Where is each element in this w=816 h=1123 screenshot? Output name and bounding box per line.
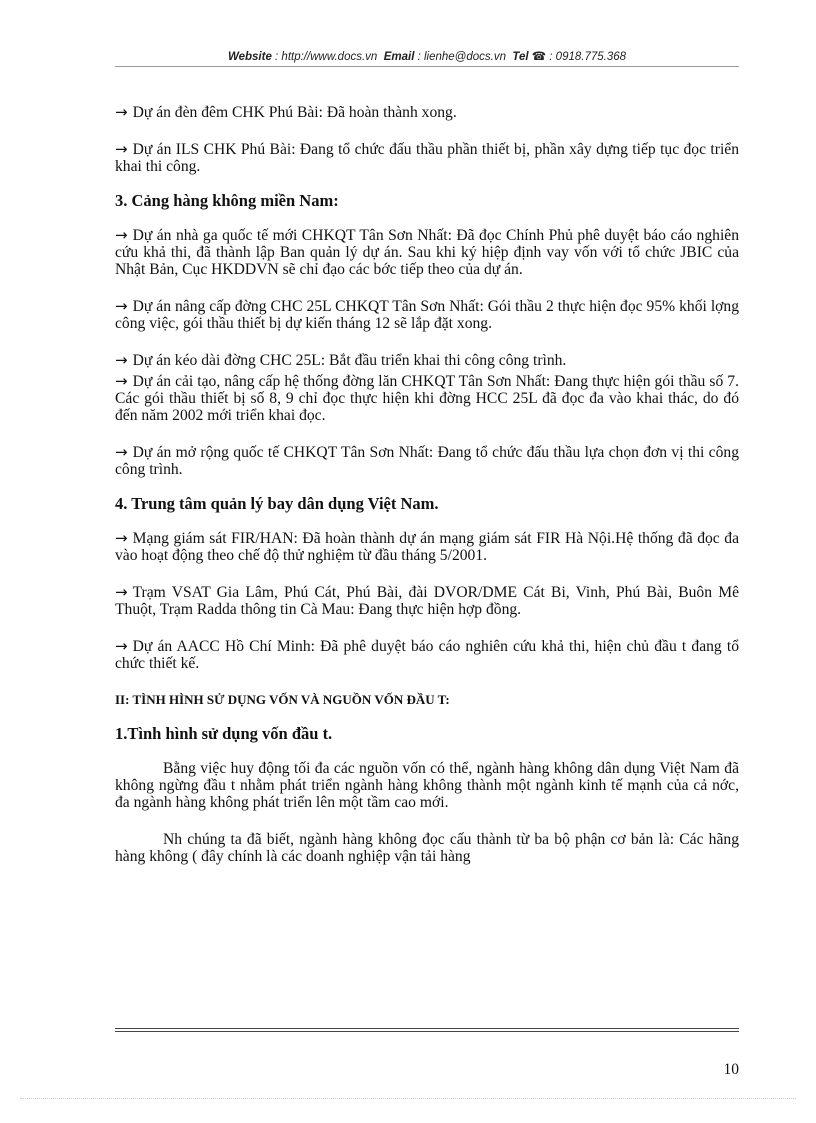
paragraph: [115, 530, 739, 564]
section-heading: 3. Cảng hàng không miền Nam:: [115, 191, 339, 210]
page-bottom-edge: [20, 1098, 796, 1099]
paragraph-text: Dự án nhà ga quốc tế mới CHKQT Tân Sơn Nhất: Đã đọc Chính Phủ phê duyệt báo cáo nghiên cứu khả thi, đã thành lập Ban quản lý dự án. Sau khi ký hiệp định vay vốn với tổ chức JBIC của Nhật Bản, Cục HKDDVN sẽ chỉ đạo các bớc tiếp theo của dự án.: [115, 227, 739, 278]
footer-divider: [115, 1028, 739, 1029]
section-heading: 1.Tình hình sử dụng vốn đầu t.: [115, 724, 333, 743]
paragraph-text: Dự án mở rộng quốc tế CHKQT Tân Sơn Nhất: Đang tổ chức đấu thầu lựa chọn đơn vị thi công công trình.: [115, 444, 739, 478]
paragraph-text: Mạng giám sát FIR/HAN: Đã hoàn thành dự án mạng giám sát FIR Hà Nội.Hệ thống đã đọc đa vào hoạt động theo chế độ thử nghiệm từ đầu tháng 5/2001.: [115, 530, 739, 564]
document-body: [115, 104, 739, 865]
arrow-icon: →: [115, 140, 128, 158]
website-value: : http://www.docs.vn: [275, 51, 378, 63]
footer-divider: [115, 1031, 739, 1032]
page-header: [115, 49, 739, 63]
arrow-icon: →: [115, 297, 128, 315]
paragraph: [115, 373, 739, 424]
website-label: Website: [227, 51, 272, 63]
paragraph-text: Dự án nâng cấp đờng CHC 25L CHKQT Tân Sơn Nhất: Gói thầu 2 thực hiện đọc 95% khối lợng công việc, gói thầu thiết bị dự kiến tháng 12 sẽ lắp đặt xong.: [115, 298, 739, 332]
paragraph-text: Dự án cải tạo, nâng cấp hệ thống đờng lăn CHKQT Tân Sơn Nhất: Đang thực hiện gói thầu số 7. Các gói thầu thiết bị số 8, 9 chỉ đọc thực hiện khi đờng HCC 25L đã đọc đa vào khai thác, do đó đến năm 2002 mới triển khai đọc.: [115, 373, 739, 424]
paragraph: [115, 141, 739, 175]
paragraph: Nh chúng ta đã biết, ngành hàng không đọc cấu thành từ ba bộ phận cơ bản là: Các hãng hàng không ( đây chính là các doanh nghiệp vận tải hàng: [115, 831, 739, 865]
paragraph: [115, 444, 739, 478]
paragraph: [115, 227, 739, 278]
arrow-icon: →: [115, 529, 128, 547]
paragraph: [115, 298, 739, 332]
paragraph: [115, 584, 739, 618]
arrow-icon: →: [115, 583, 128, 601]
paragraph-text: Dự án đèn đêm CHK Phú Bài: Đã hoàn thành xong.: [132, 104, 457, 121]
paragraph-text: Trạm VSAT Gia Lâm, Phú Cát, Phú Bài, đài DVOR/DME Cát Bi, Vinh, Phú Bài, Buôn Mê Thuột, Trạm Radda thông tin Cà Mau: Đang thực hiện hợp đồng.: [115, 584, 739, 618]
chapter-heading: II: TÌNH HÌNH SỬ DỤNG VỐN VÀ NGUỒN VỐN ĐẦU T:: [115, 692, 450, 707]
arrow-icon: →: [115, 372, 128, 390]
paragraph: [115, 638, 739, 672]
arrow-icon: →: [115, 637, 128, 655]
email-value: : lienhe@docs.vn: [417, 51, 506, 63]
tel-label: Tel ☎: [512, 51, 547, 63]
arrow-icon: →: [115, 351, 128, 369]
paragraph-text: Dự án AACC Hồ Chí Minh: Đã phê duyệt báo cáo nghiên cứu khả thi, hiện chủ đầu t đang tổ chức thiết kế.: [115, 638, 739, 672]
tel-value: : 0918.775.368: [549, 51, 627, 63]
page-number: 10: [723, 1061, 739, 1078]
paragraph: [115, 352, 739, 369]
paragraph-text: Dự án kéo dài đờng CHC 25L: Bắt đầu triển khai thi công công trình.: [132, 352, 567, 369]
arrow-icon: →: [115, 103, 128, 121]
arrow-icon: →: [115, 226, 128, 244]
paragraph: Bằng việc huy động tối đa các nguồn vốn có thể, ngành hàng không dân dụng Việt Nam đã không ngừng đầu t nhằm phát triển ngành hàng không thành một ngành kinh tế mạnh của cả nớc, đa ngành hàng không phát triển lên một tầm cao mới.: [115, 760, 739, 811]
section-heading: 4. Trung tâm quản lý bay dân dụng Việt Nam.: [115, 494, 439, 513]
paragraph-text: Dự án ILS CHK Phú Bài: Đang tổ chức đấu thầu phần thiết bị, phần xây dựng tiếp tục đọc triển khai thi công.: [115, 141, 739, 175]
email-label: Email: [383, 51, 415, 63]
arrow-icon: →: [115, 443, 128, 461]
paragraph: [115, 104, 739, 121]
header-divider: [115, 66, 739, 67]
